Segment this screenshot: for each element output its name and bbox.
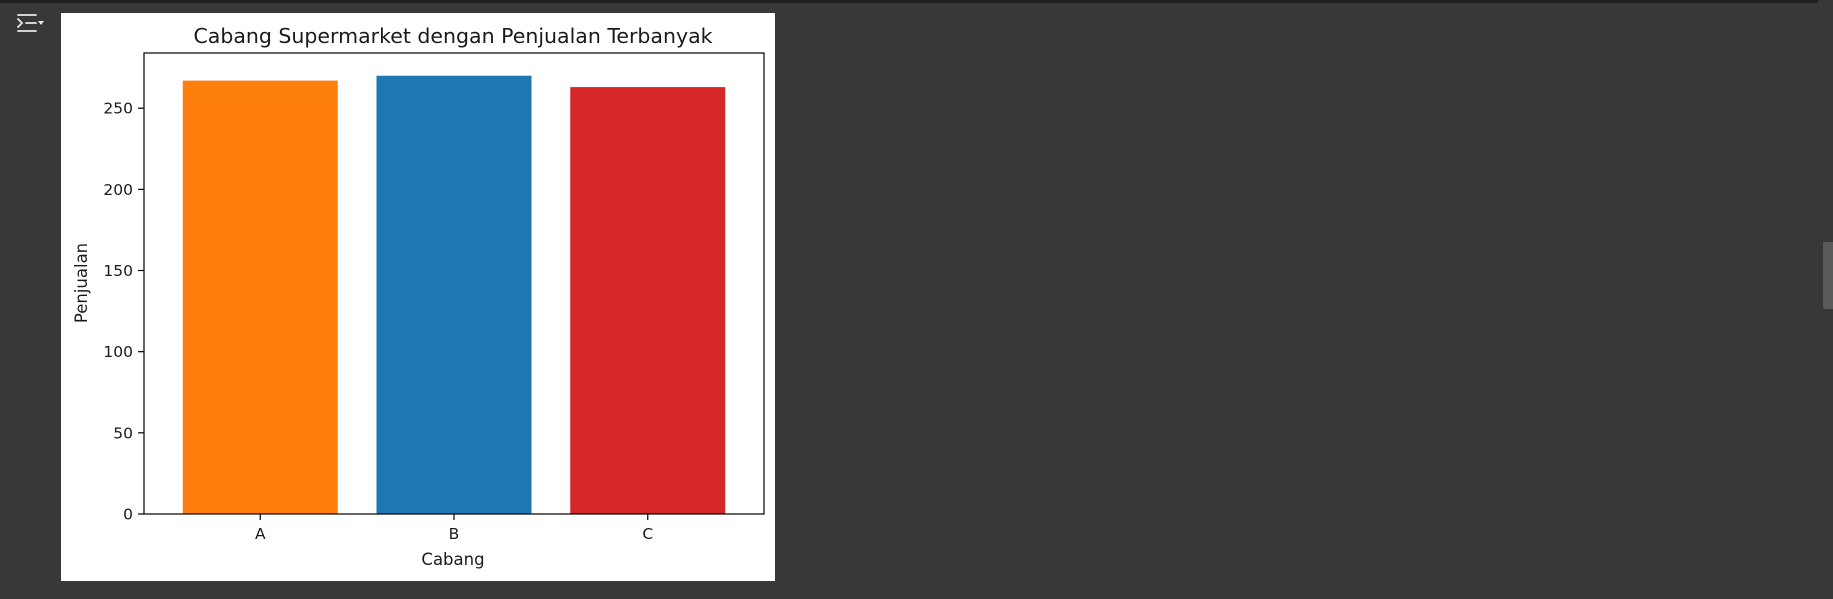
x-tick-label-c: C <box>642 525 654 543</box>
vertical-scrollbar-thumb[interactable] <box>1823 242 1833 309</box>
y-axis-label: Penjualan <box>72 242 91 324</box>
x-tick-label-a: A <box>254 525 266 543</box>
y-tick-label: 150 <box>103 262 133 281</box>
output-options-icon[interactable] <box>16 12 44 36</box>
bar-a <box>183 81 338 514</box>
bars-layer <box>183 76 726 514</box>
x-axis-ticks <box>255 514 653 543</box>
bar-chart <box>61 13 775 581</box>
x-axis-label: Cabang <box>421 550 485 569</box>
x-tick-label-b: B <box>448 525 460 543</box>
bar-b <box>377 76 532 514</box>
bar-c <box>570 87 725 514</box>
chart-title: Cabang Supermarket dengan Penjualan Terbanyak <box>193 24 713 48</box>
y-tick-label: 200 <box>103 180 133 199</box>
y-tick-label: 50 <box>113 424 133 443</box>
chart-figure <box>61 13 775 581</box>
y-tick-label: 0 <box>123 505 133 524</box>
y-axis-ticks <box>103 100 144 524</box>
y-tick-label: 250 <box>103 99 133 118</box>
cell-top-border <box>0 0 1818 3</box>
y-tick-label: 100 <box>103 343 133 362</box>
